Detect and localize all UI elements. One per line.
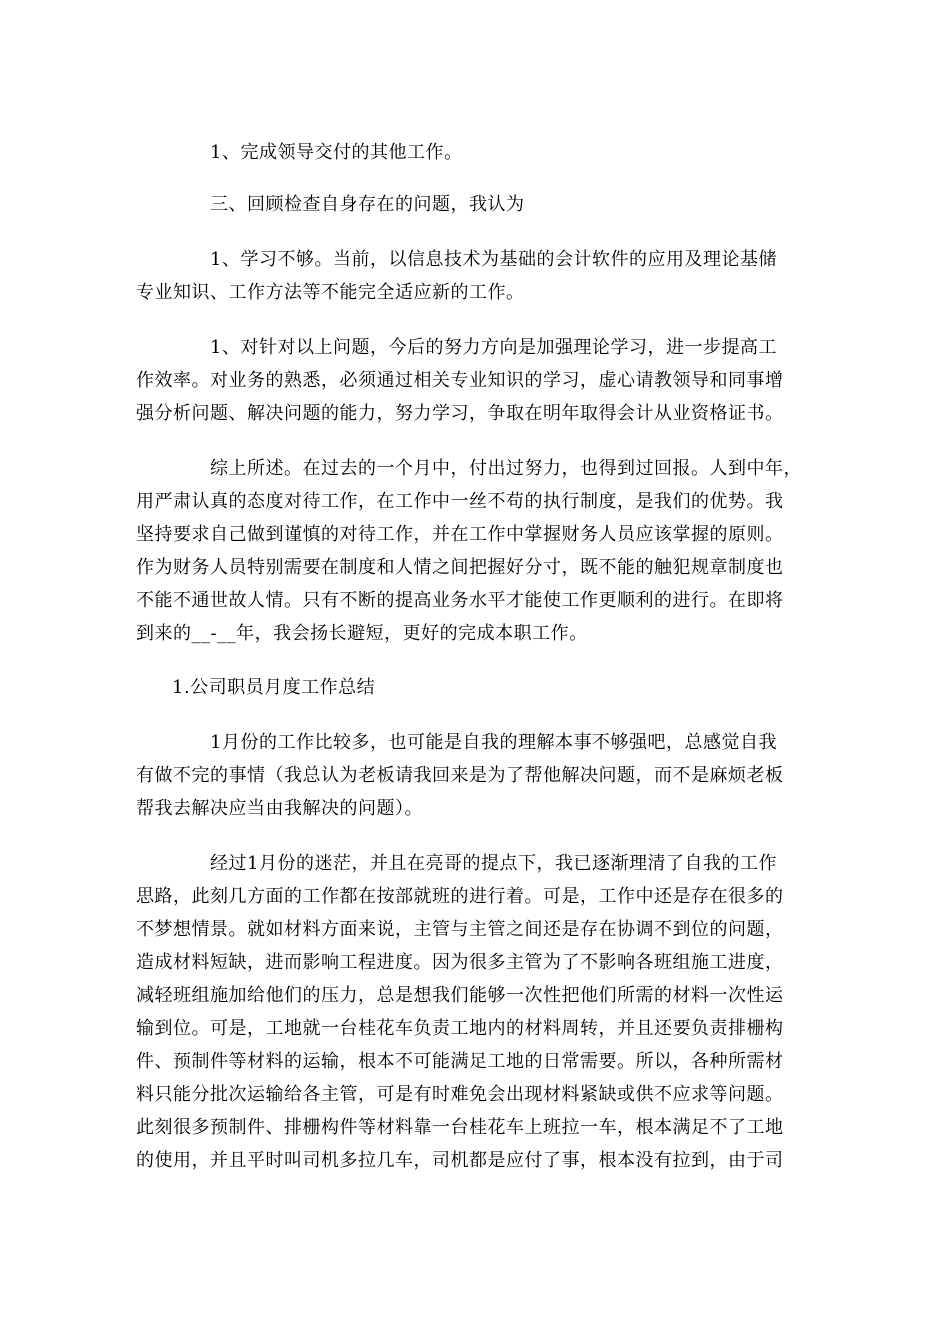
text-line: 1.公司职员月度工作总结	[172, 677, 376, 698]
text-line: 不能不通世故人情。只有不断的提高业务水平才能使工作更顺利的进行。在即将	[136, 590, 784, 611]
section-heading	[136, 671, 826, 704]
text-line: 不梦想情景。就如材料方面来说，主管与主管之间还是存在协调不到位的问题，	[136, 919, 784, 940]
text-line: 输到位。可是，工地就一台桂花车负责工地内的材料周转，并且还要负责排栅构	[136, 1018, 784, 1039]
text-line: 1、完成领导交付的其他工作。	[210, 142, 463, 163]
paragraph-5	[136, 452, 826, 650]
text-line: 的使用，并且平时叫司机多拉几车，司机都是应付了事，根本没有拉到，由于司	[136, 1150, 784, 1171]
text-line: 专业知识、工作方法等不能完全适应新的工作。	[136, 282, 525, 303]
paragraph-2	[136, 188, 826, 221]
text-line: 经过1月份的迷茫，并且在亮哥的提点下，我已逐渐理清了自我的工作	[210, 853, 777, 874]
paragraph-3	[136, 243, 826, 309]
text-line: 用严肃认真的态度对待工作，在工作中一丝不苟的执行制度，是我们的优势。我	[136, 491, 784, 512]
text-line: 到来的__-__年，我会扬长避短，更好的完成本职工作。	[136, 623, 588, 644]
text-line: 料只能分批次运输给各主管，可是有时难免会出现材料紧缺或供不应求等问题。	[136, 1084, 784, 1105]
text-line: 1月份的工作比较多，也可能是自我的理解本事不够强吧，总感觉自我	[210, 732, 777, 753]
text-line: 三、回顾检查自身存在的问题，我认为	[210, 194, 525, 215]
text-line: 减轻班组施加给他们的压力，总是想我们能够一次性把他们所需的材料一次性运	[136, 985, 784, 1006]
text-line: 综上所述。在过去的一个月中，付出过努力，也得到过回报。人到中年，	[210, 458, 802, 479]
text-line: 此刻很多预制件、排栅构件等材料靠一台桂花车上班拉一车，根本满足不了工地	[136, 1117, 784, 1138]
text-line: 造成材料短缺，进而影响工程进度。因为很多主管为了不影响各班组施工进度，	[136, 952, 784, 973]
text-line: 1、对针对以上问题，今后的努力方向是加强理论学习，进一步提高工	[210, 337, 777, 358]
text-line: 件、预制件等材料的运输，根本不可能满足工地的日常需要。所以，各种所需材	[136, 1051, 784, 1072]
text-line: 帮我去解决应当由我解决的问题）。	[136, 798, 423, 819]
text-line: 作为财务人员特别需要在制度和人情之间把握好分寸，既不能的触犯规章制度也	[136, 557, 784, 578]
text-line: 作效率。对业务的熟悉，必须通过相关专业知识的学习，虚心请教领导和同事增	[136, 370, 784, 391]
text-line: 1、学习不够。当前，以信息技术为基础的会计软件的应用及理论基储	[210, 249, 777, 270]
text-line: 有做不完的事情（我总认为老板请我回来是为了帮他解决问题，而不是麻烦老板	[136, 765, 784, 786]
paragraph-8	[136, 847, 826, 1177]
paragraph-1	[136, 136, 826, 169]
text-line: 坚持要求自己做到谨慎的对待工作，并在工作中掌握财务人员应该掌握的原则。	[136, 524, 784, 545]
text-line: 强分析问题、解决问题的能力，努力学习，争取在明年取得会计从业资格证书。	[136, 403, 784, 424]
paragraph-7	[136, 726, 826, 825]
text-line: 思路，此刻几方面的工作都在按部就班的进行着。可是，工作中还是存在很多的	[136, 886, 784, 907]
paragraph-4	[136, 331, 826, 430]
